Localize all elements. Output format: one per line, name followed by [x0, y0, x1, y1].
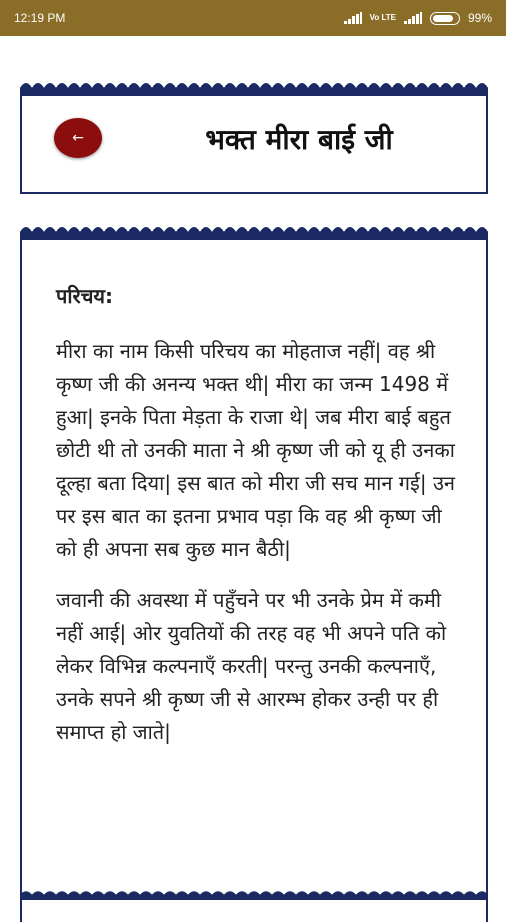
- paragraph-2: जवानी की अवस्था में पहुँचने पर भी उनके प्रेम में कमी नहीं आई| ओर युवतियों की तरह वह भी अपने पति को लेकर विभिन्न कल्पनाएँ करती| परन्तु उनकी कल्पनाएँ, उनके सपने श्री कृष्ण जी से आरम्भ होकर उन्ही पर ही समाप्त हो जाते|: [56, 588, 447, 744]
- article-body: [56, 282, 462, 767]
- signal-icon: [344, 12, 362, 24]
- decorative-border-top: [20, 78, 488, 96]
- status-bar: [0, 0, 506, 36]
- decorative-border-top: [20, 222, 488, 240]
- content-card: [20, 222, 488, 922]
- battery-percent: 99%: [467, 11, 492, 25]
- status-icons: [344, 11, 492, 25]
- volte-label: Vo LTE: [369, 13, 396, 22]
- section-heading: परिचय:: [56, 284, 114, 308]
- header-card: [20, 78, 488, 194]
- paragraph-1: मीरा का नाम किसी परिचय का मोहताज नहीं| वह श्री कृष्ण जी की अनन्य भक्त थी| मीरा का जन्म 1498 में हुआ| इनके पिता मेड़ता के राजा थे| जब मीरा बाई बहुत छोटी थी तो उनकी माता ने श्री कृष्ण जी को यू ही उनका दूल्हा बता दिया| इस बात को मीरा जी सच मान गई| उन पर इस बात का इतना प्रभाव पड़ा कि वह श्री कृष्ण जी को ही अपना सब कुछ मान बैठी|: [56, 339, 456, 561]
- signal-icon: [404, 12, 422, 24]
- next-card-border: [20, 888, 488, 900]
- back-button[interactable]: [54, 118, 102, 158]
- status-time: 12:19 PM: [14, 11, 66, 25]
- back-arrow-icon: ←: [72, 130, 84, 146]
- page-title: भक्त मीरा बाई जी: [205, 123, 393, 156]
- battery-icon: [430, 12, 460, 25]
